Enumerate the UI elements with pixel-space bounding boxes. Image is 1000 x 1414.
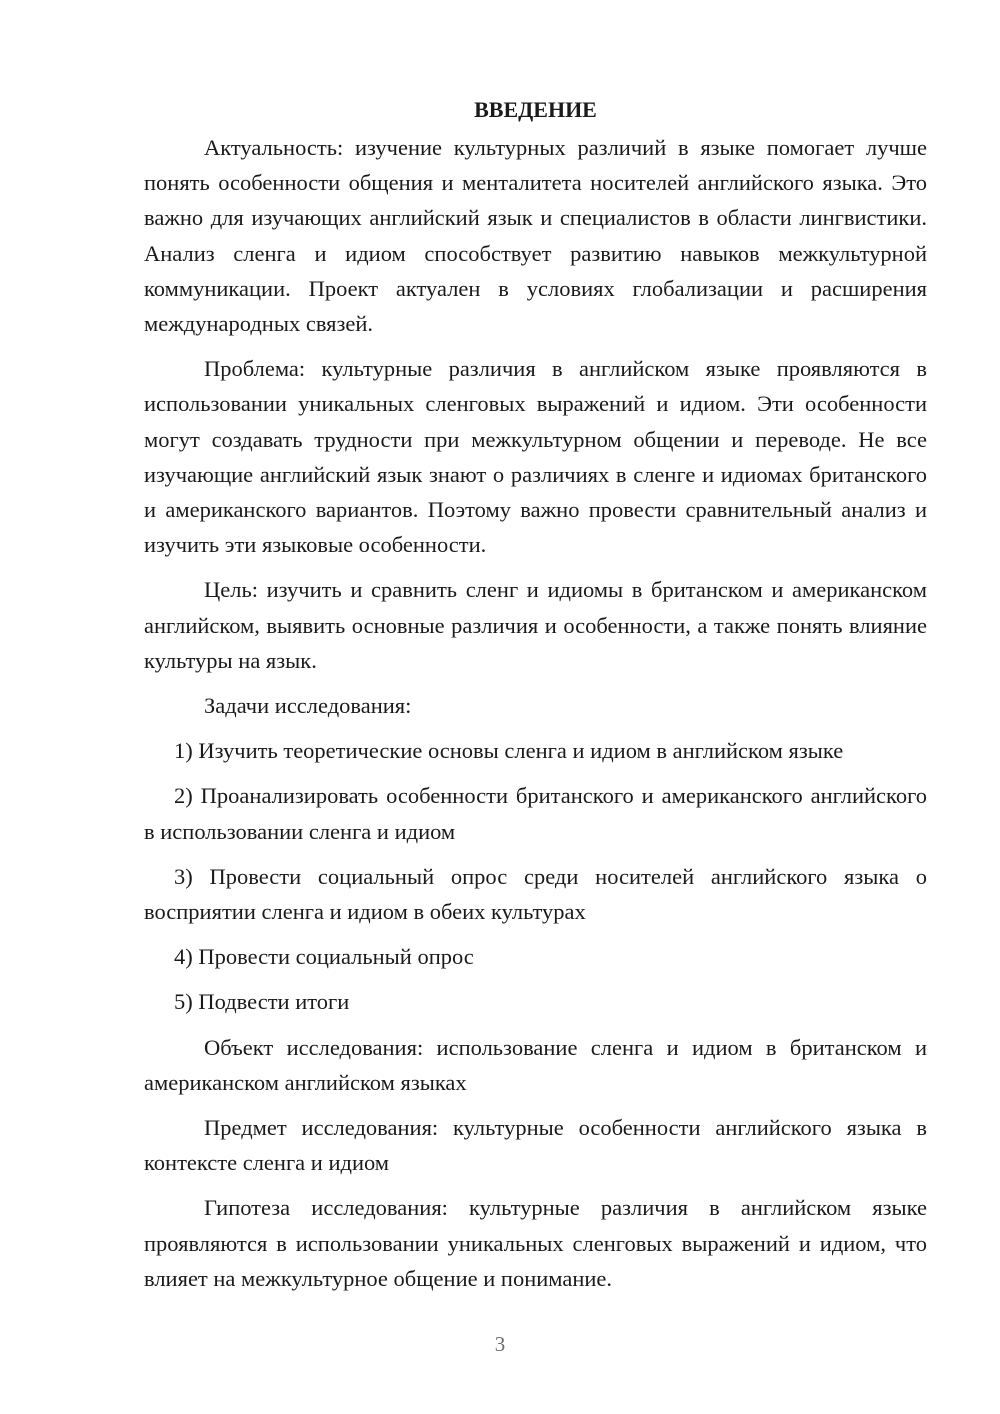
page-title: ВВЕДЕНИЕ [474, 97, 597, 122]
task-item-4: 4) Провести социальный опрос [174, 944, 474, 970]
page-number: 3 [494, 1332, 506, 1356]
paragraph-relevance: Актуальность: изучение культурных различий в языке помогает лучше понять особенности общения и менталитета носителей английского языка. Это важно для изучающих английский язык и специалистов в области лингвистики. Анализ сленга и идиом способствует развитию навыков межкультурной коммуникации. Проект актуален в условиях глобализации и расширения международных связей. [144, 135, 927, 337]
paragraph-object: Объект исследования: использование сленга и идиом в британском и американском английском языках [144, 1034, 927, 1095]
tasks-heading: Задачи исследования: [204, 693, 412, 719]
paragraph-subject: Предмет исследования: культурные особенности английского языка в контексте сленга и идиом [144, 1115, 927, 1176]
task-item-3: 3) Провести социальный опрос среди носителей английского языка о восприятии сленга и идиом в обеих культурах [144, 863, 927, 925]
task-item-5: 5) Подвести итоги [174, 989, 350, 1015]
document-page [144, 92, 927, 1306]
task-item-1: 1) Изучить теоретические основы сленга и идиом в английском языке [174, 738, 844, 764]
paragraph-hypothesis: Гипотеза исследования: культурные различия в английском языке проявляются в использовании уникальных сленговых выражений и идиом, что влияет на межкультурное общение и понимание. [144, 1195, 927, 1291]
paragraph-problem: Проблема: культурные различия в английском языке проявляются в использовании уникальных сленговых выражений и идиом. Эти особенности могут создавать трудности при межкультурном общении и переводе. Не все изучающие английский язык знают о различиях в сленге и идиомах британского и американского вариантов. Поэтому важно провести сравнительный анализ и изучить эти языковые особенности. [144, 356, 927, 558]
task-item-2: 2) Проанализировать особенности британского и американского английского в использовании сленга и идиом [144, 783, 927, 844]
paragraph-goal: Цель: изучить и сравнить сленг и идиомы в британском и американском английском, выявить основные различия и особенности, а также понять влияние культуры на язык. [144, 577, 927, 673]
